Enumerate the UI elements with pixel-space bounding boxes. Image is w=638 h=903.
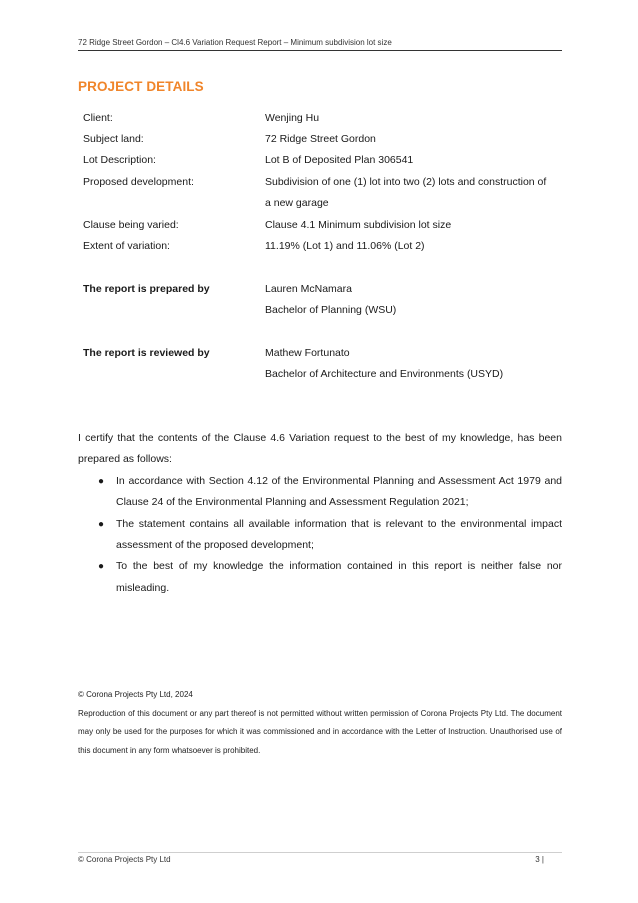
lot-description-value: Lot B of Deposited Plan 306541 [265,154,414,167]
copyright-notice: Reproduction of this document or any part thereof is not permitted without written permission of Corona Projects Pty Ltd. The document may only be used for the purposes for which it was commissioned and in accordance with the Letter of Instruction. Unauthorised use of this document in any form whatsoever is prohibited. [78,708,562,755]
reviewed-by-qualification: Bachelor of Architecture and Environments (USYD) [265,368,504,381]
subject-land-label: Subject land: [83,133,144,146]
clause-label: Clause being varied: [83,218,179,231]
clause-value: Clause 4.1 Minimum subdivision lot size [265,218,452,231]
running-header [78,38,562,51]
prepared-by-name: Lauren McNamara [265,282,352,295]
project-details-table [78,107,565,385]
bullet-icon: ● [98,518,105,530]
detail-row-clause [78,214,565,235]
extent-value: 11.19% (Lot 1) and 11.06% (Lot 2) [265,240,425,253]
client-value: Wenjing Hu [265,111,320,124]
certification-list [78,471,562,599]
lot-description-label: Lot Description: [83,154,156,167]
detail-row-prepared-qual [78,300,565,321]
bullet-icon: ● [98,475,105,487]
detail-row-extent [78,235,565,256]
detail-row-reviewed-qual [78,364,565,385]
detail-row-lot [78,150,565,171]
subject-land-value: 72 Ridge Street Gordon [265,133,376,146]
list-item-text: The statement contains all available information that is relevant to the environmental impact assessment of the proposed development; [116,517,562,552]
proposed-development-label: Proposed development: [83,175,194,188]
detail-row-prepared [78,278,565,299]
certification-intro: I certify that the contents of the Clause 4.6 Variation request to the best of my knowledge, has been prepared as follows: [78,432,562,466]
list-item [78,471,562,514]
prepared-by-label: The report is prepared by [83,282,210,295]
detail-row-proposed [78,171,565,192]
proposed-development-value-line2: a new garage [265,197,329,210]
certification-section [78,428,562,599]
footer-company: © Corona Projects Pty Ltd [78,855,171,864]
detail-row-proposed-cont [78,193,565,214]
copyright-line: © Corona Projects Pty Ltd, 2024 [78,690,193,699]
prepared-by-qualification: Bachelor of Planning (WSU) [265,304,397,317]
running-header-text: 72 Ridge Street Gordon – Cl4.6 Variation Request Report – Minimum subdivision lot size [78,38,392,47]
bullet-icon: ● [98,561,105,573]
list-item [78,514,562,557]
page-number: 3 | [535,855,544,864]
list-item-text: In accordance with Section 4.12 of the Environmental Planning and Assessment Act 1979 and Clause 24 of the Environmental Planning and Assessment Regulation 2021; [116,474,562,509]
list-item [78,556,562,599]
list-item-text: To the best of my knowledge the information contained in this report is neither false nor misleading. [116,560,562,594]
detail-row-client [78,107,565,128]
proposed-development-value-line1: Subdivision of one (1) lot into two (2) lots and construction of [265,175,547,188]
copyright-block [78,686,562,760]
detail-row-subject-land [78,128,565,149]
page-footer [78,852,562,864]
client-label: Client: [83,111,113,124]
section-title: PROJECT DETAILS [78,79,204,94]
reviewed-by-name: Mathew Fortunato [265,346,350,359]
extent-label: Extent of variation: [83,240,170,253]
reviewed-by-label: The report is reviewed by [83,346,210,359]
detail-row-reviewed [78,342,565,363]
